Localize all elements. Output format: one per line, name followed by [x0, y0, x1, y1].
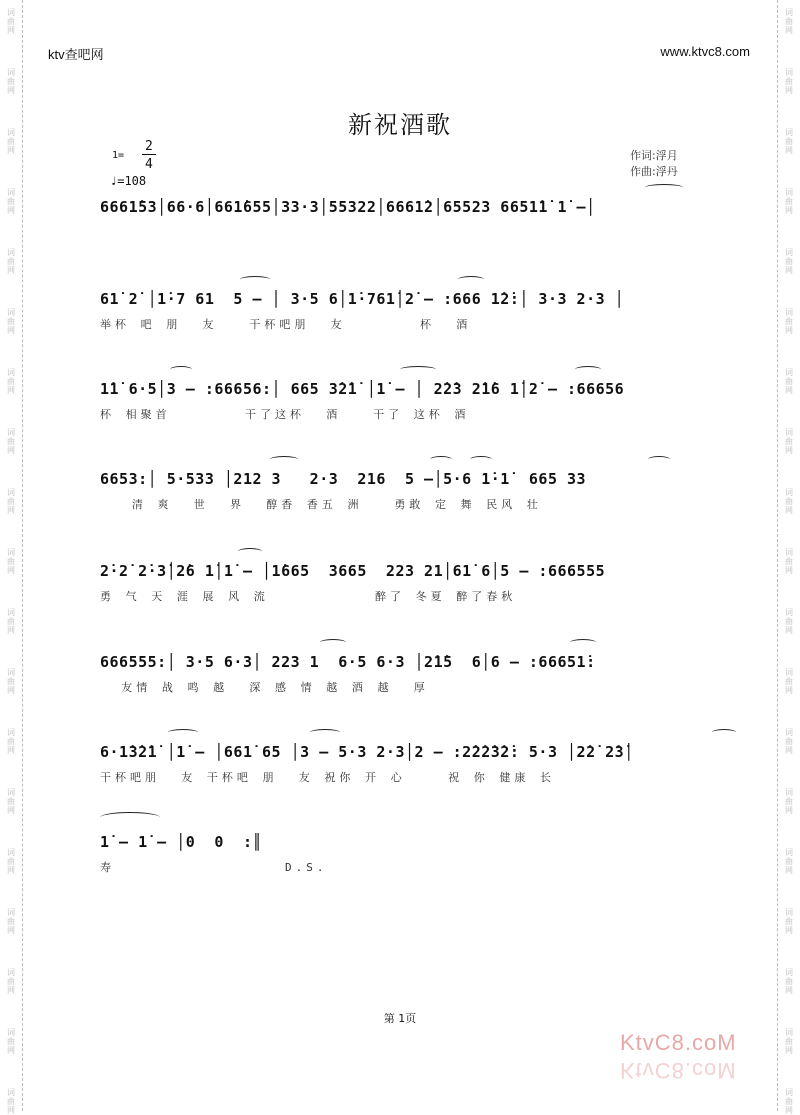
- margin-stamp: 词 曲 网: [7, 908, 15, 935]
- margin-stamp: 词 曲 网: [785, 668, 793, 695]
- score-row-2: [100, 290, 735, 334]
- slur-mark: [458, 276, 484, 283]
- margin-stamp: 词 曲 网: [7, 488, 15, 515]
- lyricist: 作词:浮月: [630, 149, 678, 162]
- margin-stamp: 词 曲 网: [7, 8, 15, 35]
- left-margin-strip: [0, 0, 23, 1115]
- score-row-1: [100, 198, 735, 242]
- notation: 1̇1̇ 6·5│3 – :66656:│ 665 3̇2̇1̇ │1̇ – │ 2̇2̇3 2̇1̇6 1̇│2̇ – :66656: [100, 380, 625, 398]
- margin-stamp: 词 曲 网: [785, 248, 793, 275]
- notation: 6661̇53│66·6│661̇655│33·3│55322│6661̇2│65523 6651̇1̇ 1̇ –│: [100, 198, 596, 216]
- margin-stamp: 词 曲 网: [785, 968, 793, 995]
- margin-stamp: 词 曲 网: [785, 428, 793, 455]
- page-number: 第 1页: [383, 1012, 417, 1025]
- margin-stamp: 词 曲 网: [7, 368, 15, 395]
- lyrics: 勇 气 天 涯 展 风 流 醉了 冬夏 醉了春秋: [100, 590, 517, 603]
- slur-mark: [470, 456, 492, 463]
- slur-mark: [570, 639, 596, 646]
- margin-stamp: 词 曲 网: [7, 548, 15, 575]
- margin-stamp: 词 曲 网: [7, 848, 15, 875]
- slur-mark: [170, 366, 192, 373]
- lyrics: 杯 相聚首 干了这杯 酒 干了 这杯 酒: [100, 408, 470, 421]
- time-signature-bottom: 4: [145, 157, 153, 172]
- margin-stamp: 词 曲 网: [7, 788, 15, 815]
- margin-stamp: 词 曲 网: [785, 788, 793, 815]
- margin-stamp: 词 曲 网: [7, 1088, 15, 1115]
- slur-mark: [320, 639, 346, 646]
- lyrics: 寿 D.S.: [100, 861, 328, 874]
- margin-stamp: 词 曲 网: [7, 68, 15, 95]
- margin-stamp: 词 曲 网: [7, 608, 15, 635]
- slur-mark: [645, 184, 683, 191]
- margin-stamp: 词 曲 网: [785, 188, 793, 215]
- margin-stamp: 词 曲 网: [785, 728, 793, 755]
- margin-stamp: 词 曲 网: [7, 248, 15, 275]
- margin-stamp: 词 曲 网: [785, 68, 793, 95]
- margin-stamp: 词 曲 网: [7, 188, 15, 215]
- site-url[interactable]: www.ktvc8.com: [660, 44, 750, 59]
- notation: 6·1̇3̇2̇1̇ │1̇ – │661̇ 65 │3 – 5·3 2·3│2 – :2̇2̇2̇3̇2̇: 5·3 │2̇2̇ 2̇3̇│: [100, 743, 634, 761]
- slur-mark: [238, 548, 262, 555]
- margin-stamp: 词 曲 网: [785, 128, 793, 155]
- margin-stamp: 词 曲 网: [785, 608, 793, 635]
- score-row-8: [100, 833, 735, 877]
- margin-stamp: 词 曲 网: [785, 308, 793, 335]
- credits: [630, 148, 678, 180]
- score-row-3: [100, 380, 735, 424]
- watermark-logo: KtvC8.coM: [620, 1030, 737, 1055]
- score-row-7: [100, 743, 735, 787]
- watermark-reflection: KtvC8.coM: [620, 1058, 737, 1083]
- song-title: 新祝酒歌: [348, 111, 452, 139]
- margin-stamp: 词 曲 网: [785, 1088, 793, 1115]
- margin-stamp: 词 曲 网: [785, 848, 793, 875]
- lyrics: 举杯 吧 朋 友 干杯吧朋 友 杯 酒: [100, 318, 472, 331]
- key-signature: 1=: [112, 150, 125, 161]
- notation: 6653:│ 5·533 │212 3 2·3 216 5 –│5·6 1̇·1̇ 665 33: [100, 470, 587, 488]
- slur-mark: [575, 366, 601, 373]
- slur-mark: [168, 729, 198, 736]
- notation: 2̇·2̇ 2̇·3̇│2̇6 1̇│1̇ – │1̇665 3665 223 21│61̇ 6│5 – :666555: [100, 562, 606, 580]
- margin-stamp: 词 曲 网: [7, 308, 15, 335]
- margin-stamp: 词 曲 网: [785, 368, 793, 395]
- tempo-mark: ♩=108: [110, 174, 147, 188]
- lyrics: 友情 战 鸣 越 深 感 情 越 酒 越 厚: [100, 681, 429, 694]
- slur-mark: [712, 729, 736, 736]
- score-row-6: [100, 653, 735, 697]
- margin-stamp: 词 曲 网: [7, 968, 15, 995]
- score-row-5: [100, 562, 735, 606]
- margin-stamp: 词 曲 网: [785, 908, 793, 935]
- notation: 666555:│ 3·5 6·3│ 223 1 6·5 6·3 │2̇1̇5 6│6 – :66651̇:: [100, 653, 596, 671]
- right-margin-strip: [777, 0, 800, 1115]
- margin-stamp: 词 曲 网: [7, 1028, 15, 1055]
- margin-stamp: 词 曲 网: [7, 728, 15, 755]
- margin-stamp: 词 曲 网: [785, 548, 793, 575]
- slur-mark: [400, 366, 436, 373]
- score-row-4: [100, 470, 735, 514]
- slur-mark: [430, 456, 452, 463]
- margin-stamp: 词 曲 网: [785, 488, 793, 515]
- time-signature-top: 2: [145, 139, 153, 154]
- slur-mark: [240, 276, 270, 283]
- margin-stamp: 词 曲 网: [7, 428, 15, 455]
- tie-mark: [100, 812, 160, 823]
- slur-mark: [648, 456, 670, 463]
- slur-mark: [310, 729, 340, 736]
- margin-stamp: 词 曲 网: [7, 128, 15, 155]
- lyrics: 清 爽 世 界 醇香 香五 洲 勇敢 定 舞 民风 壮: [100, 498, 542, 511]
- composer: 作曲:浮丹: [630, 165, 678, 178]
- margin-stamp: 词 曲 网: [785, 8, 793, 35]
- margin-stamp: 词 曲 网: [785, 1028, 793, 1055]
- notation: 1̇ – 1̇ – │0 0 :║: [100, 833, 263, 851]
- slur-mark: [270, 456, 298, 463]
- lyrics: 干杯吧朋 友 干杯吧 朋 友 祝你 开 心 祝 你 健康 长: [100, 771, 555, 784]
- site-name: ktv查吧网: [48, 47, 104, 62]
- notation: 61̇ 2̇ │1̇·7 61 5 – │ 3·5 6│1̇·761̇│2̇ – :666 1̇2̇:│ 3·3 2·3 │: [100, 290, 625, 308]
- margin-stamp: 词 曲 网: [7, 668, 15, 695]
